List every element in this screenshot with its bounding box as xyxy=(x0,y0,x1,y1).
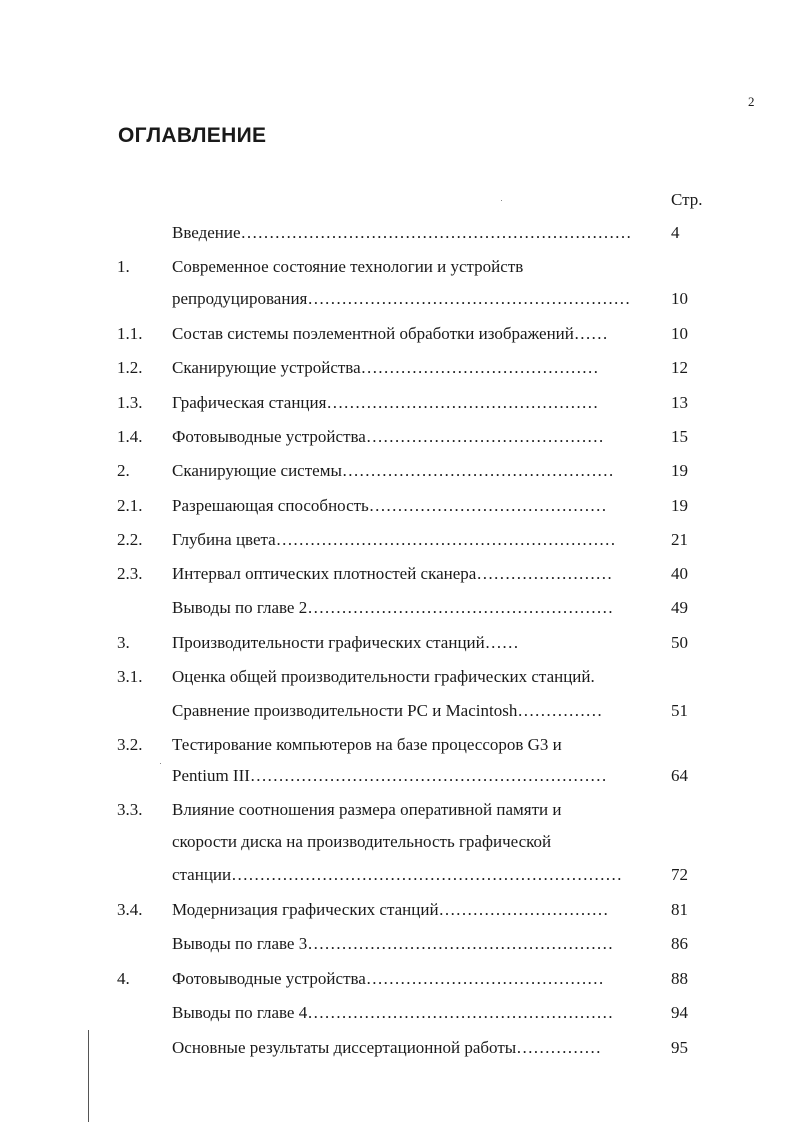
toc-line xyxy=(0,528,793,552)
toc-page: 15 xyxy=(671,427,688,446)
toc-page: 88 xyxy=(671,969,688,988)
page-column-header: Стр. xyxy=(671,190,703,209)
toc-page: 81 xyxy=(671,900,688,919)
toc-page: 10 xyxy=(671,324,688,343)
toc-number: 4. xyxy=(117,969,130,988)
toc-text: Глубина цвета…………………………………………………… xyxy=(172,530,616,549)
toc-page: 13 xyxy=(671,393,688,412)
toc-number: 1.1. xyxy=(117,324,143,343)
toc-page: 86 xyxy=(671,934,688,953)
toc-number: 3. xyxy=(117,633,130,652)
toc-line xyxy=(0,699,793,723)
toc-text: репродуцирования………………………………………………… xyxy=(172,289,631,308)
toc-line xyxy=(0,863,793,887)
toc-number: 1.3. xyxy=(117,393,143,412)
toc-page: 19 xyxy=(671,461,688,480)
toc-number: 3.2. xyxy=(117,735,143,754)
toc-page: 49 xyxy=(671,598,688,617)
toc-text: Модернизация графических станций………………………… xyxy=(172,900,609,919)
toc-text: Выводы по главе 3……………………………………………… xyxy=(172,934,614,953)
toc-line xyxy=(0,967,793,991)
toc-text: скорости диска на производительность графической xyxy=(172,832,552,851)
toc-number: 2.2. xyxy=(117,530,143,549)
toc-page: 50 xyxy=(671,633,688,652)
toc-line xyxy=(0,1036,793,1060)
toc-line xyxy=(0,356,793,380)
scan-speck xyxy=(501,200,502,201)
toc-text: Pentium III……………………………………………………… xyxy=(172,766,607,785)
toc-line xyxy=(0,391,793,415)
toc-number: 3.4. xyxy=(117,900,143,919)
toc-text: Выводы по главе 2……………………………………………… xyxy=(172,598,614,617)
toc-page: 21 xyxy=(671,530,688,549)
scan-margin-line xyxy=(88,1030,89,1122)
toc-text: Интервал оптических плотностей сканера…………………… xyxy=(172,564,613,583)
toc-number: 2.3. xyxy=(117,564,143,583)
toc-page: 40 xyxy=(671,564,688,583)
toc-text: Введение…………………………………………………………… xyxy=(172,223,632,242)
toc-line xyxy=(0,733,793,757)
toc-line xyxy=(0,459,793,483)
toc-line xyxy=(0,631,793,655)
toc-line xyxy=(0,494,793,518)
toc-line xyxy=(0,221,793,245)
toc-text: Сканирующие устройства…………………………………… xyxy=(172,358,599,377)
toc-number: 1. xyxy=(117,257,130,276)
toc-line xyxy=(0,562,793,586)
toc-number: 3.3. xyxy=(117,800,143,819)
toc-page: 64 xyxy=(671,766,688,785)
toc-page: 94 xyxy=(671,1003,688,1022)
toc-line xyxy=(0,665,793,689)
toc-number: 1.2. xyxy=(117,358,143,377)
toc-line xyxy=(0,287,793,311)
toc-number: 2.1. xyxy=(117,496,143,515)
page-title: ОГЛАВЛЕНИЕ xyxy=(118,124,267,147)
toc-number: 3.1. xyxy=(117,667,143,686)
toc-line xyxy=(0,322,793,346)
toc-text: Фотовыводные устройства…………………………………… xyxy=(172,969,604,988)
toc-line xyxy=(0,932,793,956)
toc-text: Основные результаты диссертационной работы…………… xyxy=(172,1038,602,1057)
toc-number: 1.4. xyxy=(117,427,143,446)
toc-text: Влияние соотношения размера оперативной памяти и xyxy=(172,800,562,819)
toc-line xyxy=(0,255,793,279)
toc-number: 2. xyxy=(117,461,130,480)
page-number: 2 xyxy=(748,94,755,109)
scan-speck xyxy=(160,763,161,764)
toc-page: 10 xyxy=(671,289,688,308)
toc-line xyxy=(0,425,793,449)
toc-page: 19 xyxy=(671,496,688,515)
toc-line xyxy=(0,830,793,854)
toc-line xyxy=(0,1001,793,1025)
toc-text: Разрешающая способность…………………………………… xyxy=(172,496,607,515)
toc-page: 4 xyxy=(671,223,680,242)
toc-text: Тестирование компьютеров на базе процессоров G3 и xyxy=(172,735,562,754)
toc-line xyxy=(0,764,793,788)
toc-text: Состав системы поэлементной обработки изображений…… xyxy=(172,324,608,343)
toc-line xyxy=(0,898,793,922)
toc-page: 95 xyxy=(671,1038,688,1057)
toc-line xyxy=(0,596,793,620)
toc-page: 51 xyxy=(671,701,688,720)
toc-page: 12 xyxy=(671,358,688,377)
toc-text: Выводы по главе 4……………………………………………… xyxy=(172,1003,614,1022)
toc-text: Производительности графических станций…… xyxy=(172,633,519,652)
toc-text: Сканирующие системы………………………………………… xyxy=(172,461,614,480)
toc-page: 72 xyxy=(671,865,688,884)
toc-text: станции…………………………………………………………… xyxy=(172,865,623,884)
toc-text: Оценка общей производительности графических станций. xyxy=(172,667,595,686)
toc-line xyxy=(0,798,793,822)
toc-text: Современное состояние технологии и устройств xyxy=(172,257,524,276)
toc-text: Сравнение производительности PC и Macintosh…………… xyxy=(172,701,603,720)
toc-text: Графическая станция………………………………………… xyxy=(172,393,599,412)
toc-text: Фотовыводные устройства…………………………………… xyxy=(172,427,604,446)
